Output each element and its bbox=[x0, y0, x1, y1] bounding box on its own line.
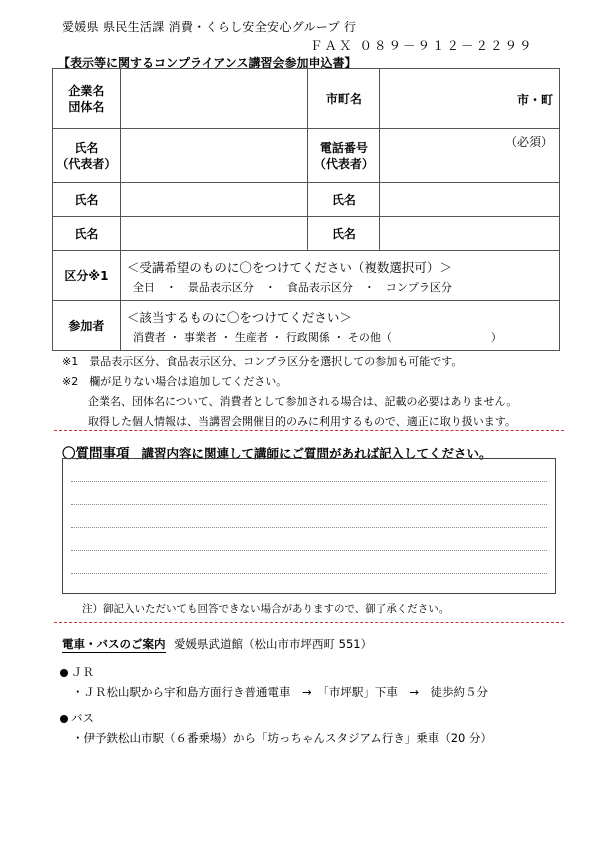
access-place: 愛媛県武道館（松山市市坪西町 551） bbox=[174, 637, 373, 651]
question-input-box[interactable] bbox=[62, 458, 556, 594]
bullet-icon bbox=[60, 715, 68, 723]
writing-line bbox=[71, 481, 547, 482]
participant-name-label-1: 氏名 bbox=[53, 183, 121, 217]
representative-name-input[interactable] bbox=[120, 129, 308, 183]
dashed-divider-2 bbox=[54, 622, 564, 623]
participant-type-label: 参加者 bbox=[53, 301, 121, 351]
participant-name-label-4: 氏名 bbox=[308, 217, 380, 251]
bullet-icon bbox=[60, 669, 68, 677]
access-title: 電車・バスのご案内 bbox=[62, 637, 166, 651]
question-heading: 〇質問事項 bbox=[62, 446, 130, 462]
participant-name-input-3[interactable] bbox=[120, 217, 308, 251]
writing-line bbox=[71, 550, 547, 551]
participant-type-cell[interactable] bbox=[120, 301, 559, 351]
category-label: 区分※1 bbox=[53, 251, 121, 301]
phone-input[interactable] bbox=[380, 129, 560, 183]
question-note: 注）御記入いただいても回答できない場合がありますので、御了承ください。 bbox=[82, 603, 450, 615]
notes bbox=[62, 352, 517, 432]
fax-number: ＦＡＸ ０８９－９１２－２２９９ bbox=[310, 38, 534, 53]
category-choice-cell[interactable] bbox=[120, 251, 559, 301]
jr-route: ・ＪＲ松山駅から宇和島方面行き普通電車 → 「市坪駅」下車 → 徒歩約５分 bbox=[72, 685, 489, 699]
category-options[interactable]: 全日 ・ 景品表示区分 ・ 食品表示区分 ・ コンプラ区分 bbox=[132, 281, 452, 294]
required-mark: （必須） bbox=[504, 135, 553, 149]
company-input[interactable] bbox=[120, 69, 308, 129]
writing-line bbox=[71, 573, 547, 574]
form-title: 【表示等に関するコンプライアンス講習会参加申込書】 bbox=[58, 56, 357, 70]
note-4: 取得した個人情報は、当講習会開催目的のみに利用するもので、適正に取り扱います。 bbox=[88, 415, 516, 428]
writing-line bbox=[71, 527, 547, 528]
application-form-table bbox=[52, 68, 560, 351]
city-label: 市町名 bbox=[308, 69, 380, 129]
representative-name-label: 氏名 （代表者） bbox=[53, 129, 121, 183]
company-label: 企業名 団体名 bbox=[53, 69, 121, 129]
participant-type-options[interactable]: 消費者 ・ 事業者 ・ 生産者 ・ 行政関係 ・ その他（ ） bbox=[132, 331, 502, 344]
participant-name-input-4[interactable] bbox=[380, 217, 560, 251]
note-3: 企業名、団体名について、消費者として参加される場合は、記載の必要はありません。 bbox=[88, 395, 518, 408]
city-input[interactable] bbox=[380, 69, 560, 129]
note-2: ※2 欄が足りない場合は追加してください。 bbox=[62, 375, 288, 388]
category-instruction: ＜受講希望のものに〇をつけてください（複数選択可）＞ bbox=[126, 260, 452, 275]
participant-name-input-1[interactable] bbox=[120, 183, 308, 217]
bus-heading: バス bbox=[60, 710, 94, 726]
jr-heading: ＪＲ bbox=[60, 664, 94, 680]
participant-name-label-2: 氏名 bbox=[308, 183, 380, 217]
phone-label: 電話番号 （代表者） bbox=[308, 129, 380, 183]
recipient-header: 愛媛県 県民生活課 消費・くらし安全安心グループ 行 bbox=[62, 20, 357, 34]
dashed-divider-1 bbox=[54, 430, 564, 431]
participant-name-label-3: 氏名 bbox=[53, 217, 121, 251]
question-instruction: 講習内容に関連して講師にご質問があれば記入してください。 bbox=[141, 446, 492, 461]
city-suffix: 市・町 bbox=[516, 93, 553, 107]
participant-name-input-2[interactable] bbox=[380, 183, 560, 217]
note-1: ※1 景品表示区分、食品表示区分、コンプラ区分を選択しての参加も可能です。 bbox=[62, 355, 463, 368]
writing-line bbox=[71, 504, 547, 505]
bus-route: ・伊予鉄松山市駅（６番乗場）から「坊っちゃんスタジアム行き」乗車（20 分） bbox=[72, 731, 492, 745]
participant-type-instruction: ＜該当するものに〇をつけてください＞ bbox=[126, 310, 352, 325]
